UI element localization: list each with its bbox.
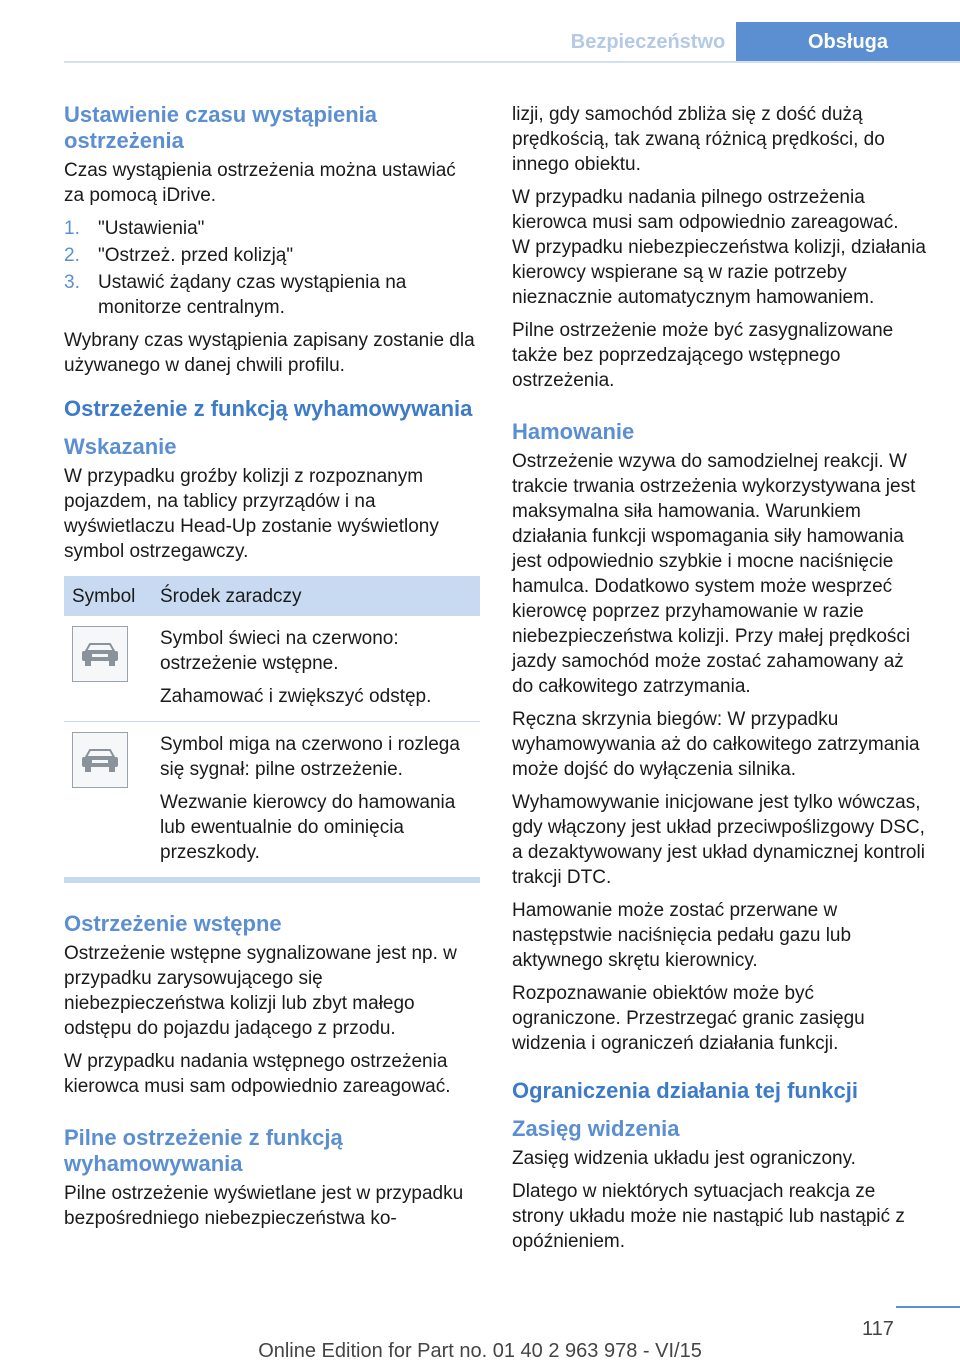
heading-pre-warning: Ostrzeżenie wstępne (64, 911, 282, 936)
heading-indicator: Wskazanie (64, 434, 177, 459)
heading-limitations: Ograniczenia działania tej funkcji (512, 1078, 858, 1103)
heading-range: Zasięg widzenia (512, 1116, 680, 1141)
step-number: 2. (64, 245, 80, 266)
paragraph: Wyhamowywanie inicjowane jest tylko wówczas, gdy włączony jest układ przeciwpoślizgowy DSC, a dezaktywowany jest układ dynamicznej kontroli trakcji DTC. (512, 792, 925, 888)
heading-braking-warning: Ostrzeżenie z funkcją wyhamowywania (64, 396, 473, 421)
paragraph: Ostrzeżenie wzywa do samodzielnej reakcji. W trakcie trwania ostrzeżenia wykorzystywana jest maksymalna siła hamowania. Warunkiem działania funkcji wspomagania siły hamowania jest odpowiednio szybkie i mocne naciśnięcie hamulca. Dodatkowo system może wesprzeć kierowcę poprzez przyhamowanie w razie niebezpieczeństwa kolizji. Przy małej prędkości jazdy samochód może zostać zahamowany aż do całkowitego zatrzymania. (512, 451, 916, 697)
paragraph: Ostrzeżenie wstępne sygnalizowane jest np. w przypadku zarysowującego się niebezpieczeństwa kolizji lub zbyt małego odstępu do pojazdu jadącego z przodu. (64, 943, 457, 1039)
paragraph: Pilne ostrzeżenie może być zasygnalizowane także bez poprzedzającego wstępnego ostrzeżenia. (512, 320, 894, 391)
paragraph: Rozpoznawanie obiektów może być ograniczone. Przestrzegać granic zasięgu widzenia i ograniczeń działania funkcji. (512, 983, 865, 1054)
step-text: Ustawić żądany czas wystąpienia na monitorze centralnym. (98, 272, 407, 318)
heading-warning-time: Ustawienie czasu wystąpienia ostrzeżenia (64, 102, 378, 153)
paragraph: Ręczna skrzynia biegów: W przypadku wyhamowywania aż do całkowitego zatrzymania może dojść do wyłączenia silnika. (512, 709, 920, 780)
heading-urgent-warning: Pilne ostrzeżenie z funkcją wyhamowywania (64, 1125, 343, 1176)
list-item (64, 216, 480, 241)
table-bottom-bar (64, 878, 480, 883)
paragraph: Pilne ostrzeżenie wyświetlane jest w przypadku bezpośredniego niebezpieczeństwa ko- (64, 1183, 464, 1229)
column-header-action: Środek zaradczy (152, 576, 480, 616)
symbol-table (64, 576, 480, 878)
car-warning-icon (72, 626, 128, 682)
column-header-symbol: Symbol (64, 576, 152, 616)
step-text: "Ostrzeż. przed kolizją" (98, 245, 294, 266)
edition-footer: Online Edition for Part no. 01 40 2 963 978 - VI/15 (258, 1340, 702, 1362)
paragraph: Wybrany czas wystąpienia zapisany zostanie dla używanego w danej chwili profilu. (64, 330, 475, 376)
left-column (64, 102, 480, 1239)
paragraph: W przypadku nadania pilnego ostrzeżenia kierowca musi sam odpowiednio zareagować. (512, 187, 899, 233)
tab-bezpieczenstwo[interactable]: Bezpieczeństwo (570, 31, 726, 53)
action-text: Wezwanie kierowcy do hamowania lub ewentualnie do ominięcia przeszkody. (160, 792, 456, 863)
paragraph: W przypadku groźby kolizji z rozpoznanym pojazdem, na tablicy przyrządów i na wyświetlaczu Head-Up zostanie wyświetlony symbol ostrzegawczy. (64, 466, 439, 562)
car-warning-icon (72, 732, 128, 788)
action-cell (152, 722, 480, 878)
paragraph: W przypadku niebezpieczeństwa kolizji, działania kierowcy wspierane są w razie potrzeby nieznacznie automatycznym hamowaniem. (512, 237, 926, 308)
list-item (64, 270, 480, 320)
step-number: 3. (64, 272, 80, 293)
action-cell (152, 616, 480, 722)
paragraph: Zasięg widzenia układu jest ograniczony. (512, 1148, 856, 1169)
paragraph: lizji, gdy samochód zbliża się z dość dużą prędkością, tak zwaną różnicą prędkości, do innego obiektu. (512, 104, 885, 175)
table-row (64, 616, 480, 722)
step-number: 1. (64, 218, 80, 239)
header-tabs (560, 22, 960, 62)
paragraph: Dlatego w niektórych sytuacjach reakcja ze strony układu może nie nastąpić lub nastąpić z opóźnieniem. (512, 1181, 905, 1252)
right-column (512, 102, 928, 1262)
tab-obsluga[interactable]: Obsługa (736, 22, 960, 62)
table-header-row (64, 576, 480, 616)
step-text: "Ustawienia" (98, 218, 205, 239)
list-item (64, 243, 480, 268)
heading-braking: Hamowanie (512, 419, 635, 444)
paragraph: Hamowanie może zostać przerwane w następstwie naciśnięcia pedału gazu lub aktywnego skrętu kierownicy. (512, 900, 852, 971)
action-text: Symbol miga na czerwono i rozlega się sygnał: pilne ostrzeżenie. (160, 734, 460, 780)
page-number: 117 (862, 1318, 894, 1340)
footer-rule (896, 1306, 960, 1308)
symbol-cell (64, 722, 152, 878)
paragraph: W przypadku nadania wstępnego ostrzeżenia kierowca musi sam odpowiednio zareagować. (64, 1051, 451, 1097)
header-rule (64, 61, 960, 63)
symbol-cell (64, 616, 152, 722)
paragraph: Czas wystąpienia ostrzeżenia można ustawiać za pomocą iDrive. (64, 160, 456, 206)
action-text: Zahamować i zwiększyć odstęp. (160, 686, 432, 707)
steps-list (64, 216, 480, 320)
table-row (64, 722, 480, 878)
action-text: Symbol świeci na czerwono: ostrzeżenie wstępne. (160, 628, 399, 674)
